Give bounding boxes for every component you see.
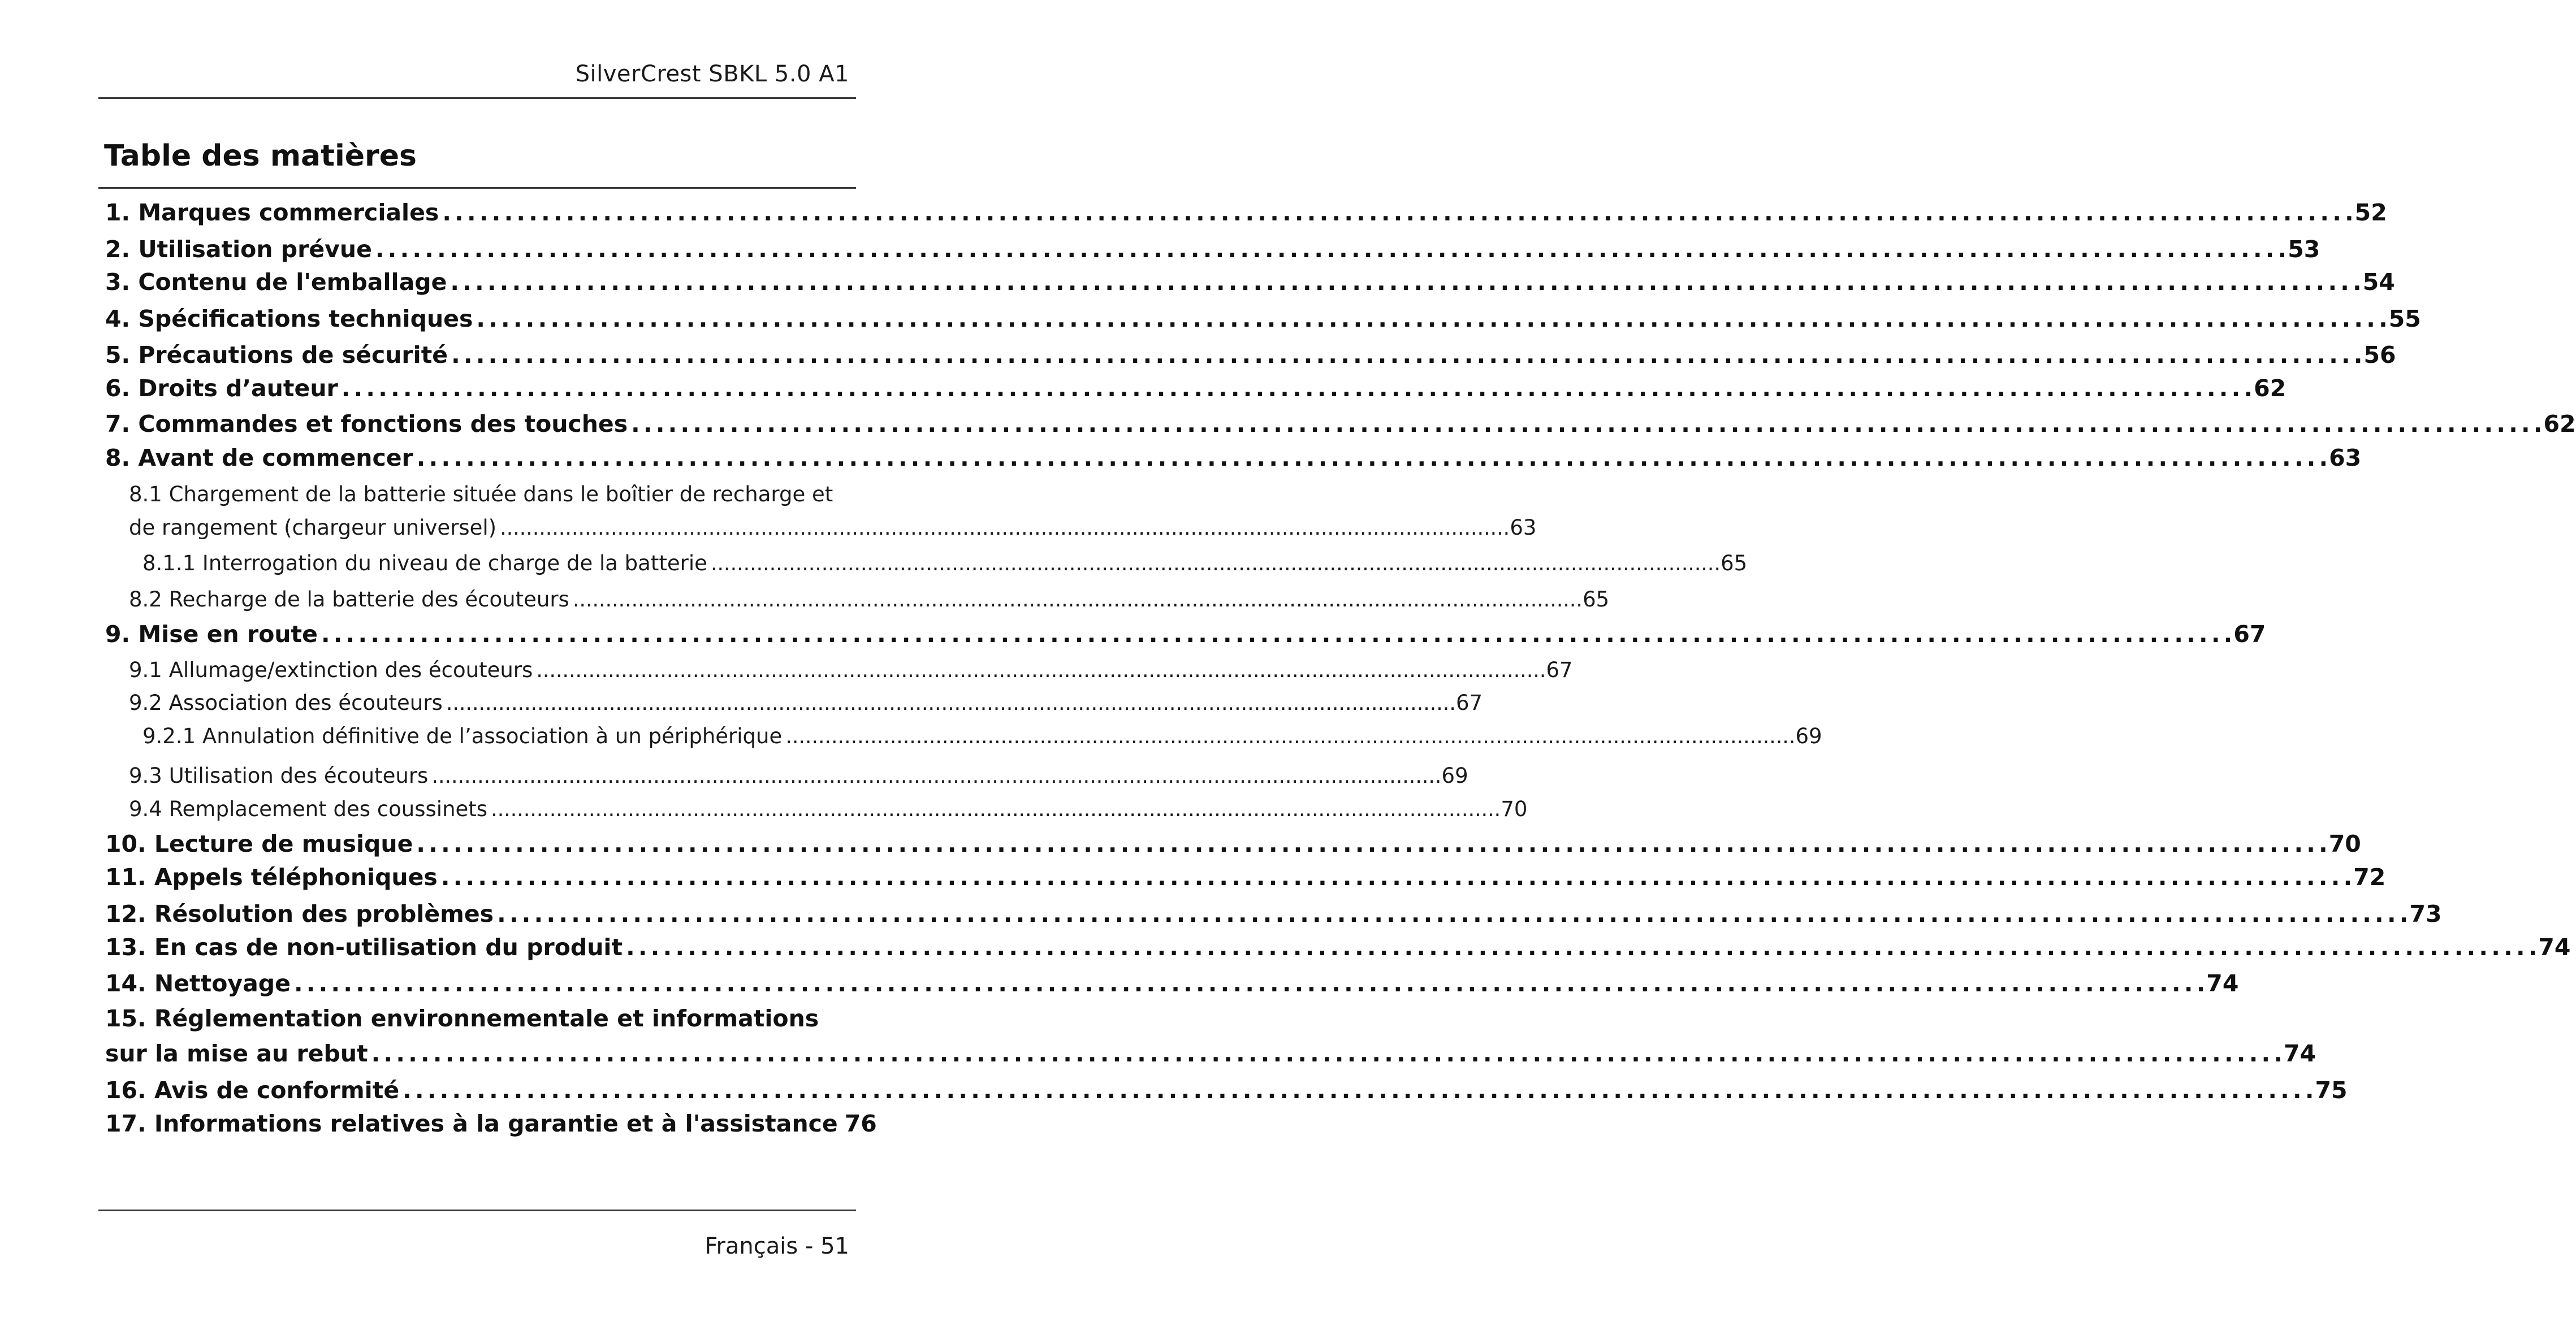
toc-page-number: 67: [1546, 658, 1573, 682]
toc-entry-label: 3. Contenu de l'emballage: [105, 268, 447, 296]
dot-leader: [785, 724, 1792, 748]
toc-page-number: 63: [2329, 444, 2362, 471]
toc-entry-label: 14. Nettoyage: [105, 970, 291, 997]
dot-leader: [375, 236, 2284, 263]
toc-entry-16[interactable]: [105, 1077, 2348, 1104]
toc-entry-label: de rangement (chargeur universel): [129, 515, 497, 540]
toc-page-number: 74: [2206, 970, 2239, 997]
toc-entry-8[interactable]: [105, 444, 2362, 471]
toc-entry-label: 9.4 Remplacement des coussinets: [129, 797, 488, 821]
toc-page-number: 70: [1501, 797, 1528, 821]
toc-entry-label: 9.2 Association des écouteurs: [129, 691, 443, 715]
dot-leader: [451, 341, 2360, 369]
toc-page-number: 55: [2388, 305, 2421, 332]
toc-entry-label: 9. Mise en route: [105, 621, 318, 648]
toc-entry-13[interactable]: [105, 934, 2571, 961]
toc-entry-label: 1. Marques commerciales: [105, 199, 439, 226]
toc-page-number: 65: [1583, 587, 1610, 612]
toc-entry-12[interactable]: [105, 900, 2442, 927]
toc-entry-label: sur la mise au rebut: [105, 1040, 368, 1067]
toc-entry-label: 2. Utilisation prévue: [105, 236, 372, 263]
toc-page-number: 70: [2328, 830, 2361, 857]
toc-page-number: 74: [2283, 1040, 2316, 1067]
dot-leader: [417, 444, 2326, 471]
dot-leader: [403, 1077, 2311, 1104]
toc-page-number: 62: [2543, 410, 2576, 437]
toc-entry-14[interactable]: [105, 970, 2239, 997]
dot-leader: [500, 515, 1506, 540]
toc-entry-label: 12. Résolution des problèmes: [105, 900, 494, 927]
toc-page-number: 67: [1455, 691, 1483, 715]
toc-entry-10[interactable]: [105, 830, 2361, 857]
toc-page-number: 53: [2288, 236, 2320, 263]
dot-leader: [342, 375, 2250, 402]
toc-page-number: 72: [2353, 864, 2386, 891]
toc-page-number: 69: [1795, 724, 1822, 748]
page-footer: Français - 51: [704, 1233, 849, 1259]
dot-leader: [536, 658, 1542, 682]
toc-entry-8-1[interactable]: [129, 515, 1537, 540]
toc-entry-9-1[interactable]: [129, 658, 1573, 682]
toc-entry-label: 4. Spécifications techniques: [105, 305, 473, 332]
dot-leader: [573, 587, 1579, 612]
toc-page-number: 74: [2538, 934, 2571, 961]
toc-entry-label: 5. Précautions de sécurité: [105, 341, 448, 369]
toc-page-number: 63: [1510, 515, 1537, 540]
dot-leader: [450, 268, 2359, 296]
toc-entry-9-4[interactable]: [129, 797, 1528, 821]
dot-leader: [321, 621, 2230, 648]
toc-entry-15-line1[interactable]: 15. Réglementation environnementale et informations: [105, 1005, 819, 1032]
dot-leader: [416, 830, 2325, 857]
dot-leader: [371, 1040, 2280, 1067]
toc-entry-label: 8. Avant de commencer: [105, 444, 413, 471]
dot-leader: [294, 970, 2203, 997]
toc-entry-label: 6. Droits d’auteur: [105, 375, 338, 402]
page-title: Table des matières: [104, 139, 417, 173]
toc-entry-9-2[interactable]: [129, 691, 1483, 715]
toc-entry-label: 8.2 Recharge de la batterie des écouteurs: [129, 587, 569, 612]
toc-entry-label: 16. Avis de conformité: [105, 1077, 400, 1104]
toc-entry-label: 10. Lecture de musique: [105, 830, 413, 857]
toc-entry-label: 7. Commandes et fonctions des touches: [105, 410, 628, 437]
toc-page-number: 76: [844, 1110, 877, 1137]
toc-entry-9[interactable]: [105, 621, 2266, 648]
toc-entry-label: 9.3 Utilisation des écouteurs: [129, 764, 429, 788]
toc-page-number: 75: [2315, 1077, 2348, 1104]
toc-entry-label: 11. Appels téléphoniques: [105, 864, 438, 891]
dot-leader: [431, 764, 1438, 788]
dot-leader: [626, 934, 2535, 961]
dot-leader: [441, 864, 2350, 891]
dot-leader: [497, 900, 2406, 927]
toc-page-number: 69: [1441, 764, 1468, 788]
dot-leader: [491, 797, 1497, 821]
toc-entry-2[interactable]: [105, 236, 2320, 263]
toc-page-number: 62: [2254, 375, 2287, 402]
dot-leader: [631, 410, 2540, 437]
dot-leader: [476, 305, 2385, 332]
toc-entry-label: 9.1 Allumage/extinction des écouteurs: [129, 658, 533, 682]
toc-page-number: 65: [1721, 551, 1748, 575]
dot-leader: [442, 199, 2351, 226]
toc-entry-17[interactable]: [105, 1110, 877, 1137]
toc-page-number: 54: [2362, 268, 2395, 296]
toc-entry-label: 13. En cas de non-utilisation du produit: [105, 934, 623, 961]
dot-leader: [446, 691, 1453, 715]
toc-page-number: 56: [2363, 341, 2396, 369]
toc-entry-7[interactable]: [105, 410, 2576, 437]
toc-entry-9-2-1[interactable]: [142, 724, 1822, 748]
toc-entry-9-3[interactable]: [129, 764, 1468, 788]
footer-rule: [98, 1210, 856, 1211]
toc-entry-8-1-1[interactable]: [142, 551, 1748, 575]
toc-page-number: 52: [2354, 199, 2387, 226]
toc-entry-label: 17. Informations relatives à la garantie et à l'assistance: [105, 1110, 838, 1137]
running-header: SilverCrest SBKL 5.0 A1: [575, 61, 849, 87]
toc-entry-8-1-line1[interactable]: 8.1 Chargement de la batterie située dans le boîtier de recharge et: [129, 482, 833, 506]
toc-entry-15[interactable]: [105, 1040, 2316, 1067]
toc-entry-label: 9.2.1 Annulation définitive de l’association à un périphérique: [142, 724, 783, 748]
toc-entry-6[interactable]: [105, 375, 2287, 402]
toc-entry-3[interactable]: [105, 268, 2395, 296]
toc-entry-8-2[interactable]: [129, 587, 1610, 612]
toc-entry-label: 8.1.1 Interrogation du niveau de charge de la batterie: [142, 551, 707, 575]
toc-page-number: 67: [2233, 621, 2266, 648]
toc-entry-1[interactable]: [105, 199, 2387, 226]
toc-entry-5[interactable]: [105, 341, 2396, 369]
toc-entry-11[interactable]: [105, 864, 2386, 891]
dot-leader: [711, 551, 1717, 575]
toc-entry-4[interactable]: [105, 305, 2421, 332]
toc-page-number: 73: [2409, 900, 2442, 927]
